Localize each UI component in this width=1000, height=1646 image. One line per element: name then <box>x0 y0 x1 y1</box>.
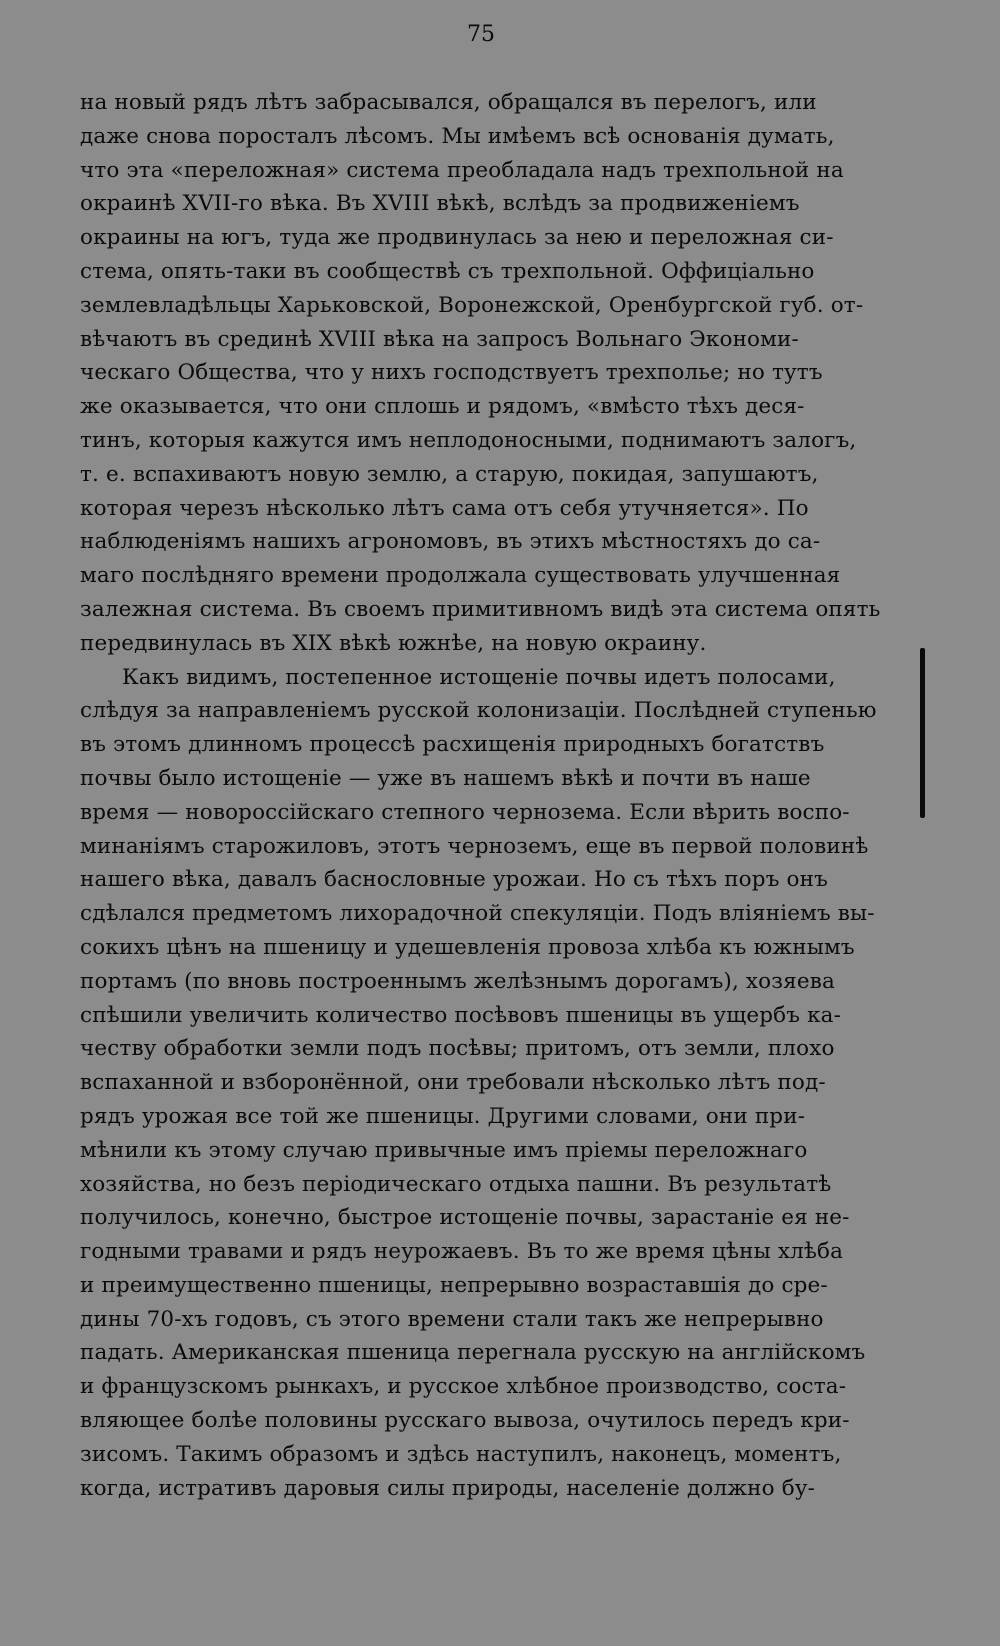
text-line: тинъ, которыя кажутся имъ неплодоносными, поднимаютъ залогъ, <box>80 427 857 453</box>
paragraph-start-line: Какъ видимъ, постепенное истощеніе почвы идетъ полосами, <box>122 664 836 690</box>
text-line: зисомъ. Такимъ образомъ и здѣсь наступилъ, наконецъ, моментъ, <box>80 1441 842 1467</box>
text-line: наблюденіямъ нашихъ агрономовъ, въ этихъ мѣстностяхъ до са- <box>80 529 821 555</box>
text-line: нашего вѣка, давалъ баснословные урожаи. Но съ тѣхъ поръ онъ <box>80 867 828 893</box>
text-line: минаніямъ старожиловъ, этотъ черноземъ, еще въ первой половинѣ <box>80 833 869 859</box>
text-line: слѣдуя за направленіемъ русской колонизаціи. Послѣдней ступенью <box>80 698 877 724</box>
text-line: даже снова поросталъ лѣсомъ. Мы имѣемъ всѣ основанія думать, <box>80 123 835 149</box>
text-line: на новый рядъ лѣтъ забрасывался, обращался въ перелогъ, или <box>80 90 817 115</box>
text-line: сокихъ цѣнъ на пшеницу и удешевленія провоза хлѣба къ южнымъ <box>80 934 855 960</box>
text-line: землевладѣльцы Харьковской, Воронежской, Оренбургской губ. от- <box>80 292 864 318</box>
text-line: портамъ (по вновь построеннымъ желѣзнымъ дорогамъ), хозяева <box>80 968 835 994</box>
text-line: которая черезъ нѣсколько лѣтъ сама отъ себя утучняется». По <box>80 495 809 521</box>
text-line: время — новороссійскаго степного чернозема. Если вѣрить воспо- <box>80 799 850 825</box>
text-line: и французскомъ рынкахъ, и русское хлѣбное производство, соста- <box>80 1374 847 1400</box>
body-text <box>80 86 885 1505</box>
text-line: дины 70-хъ годовъ, съ этого времени стали такъ же непрерывно <box>80 1306 824 1332</box>
text-line: вѣчаютъ въ срединѣ XVIII вѣка на запросъ Вольнаго Экономи- <box>80 326 799 352</box>
text-line: вляющее болѣе половины русскаго вывоза, очутилось передъ кри- <box>80 1408 850 1434</box>
text-line: вспаханной и взборонённой, они требовали нѣсколько лѣтъ под- <box>80 1070 826 1096</box>
text-line: честву обработки земли подъ посѣвы; притомъ, отъ земли, плохо <box>80 1036 835 1062</box>
text-line: окраинѣ XVII-го вѣка. Въ XVIII вѣкѣ, вслѣдъ за продвиженіемъ <box>80 191 800 217</box>
text-line: когда, истративъ даровыя силы природы, населеніе должно бу- <box>80 1475 816 1501</box>
text-line: залежная система. Въ своемъ примитивномъ видѣ эта система опять <box>80 596 881 622</box>
page-number: 75 <box>467 22 495 47</box>
text-line: и преимущественно пшеницы, непрерывно возраставшія до сре- <box>80 1272 828 1298</box>
text-line: почвы было истощеніе — уже въ нашемъ вѣкѣ и почти въ наше <box>80 765 811 791</box>
text-line: сдѣлался предметомъ лихорадочной спекуляціи. Подъ вліяніемъ вы- <box>80 901 875 927</box>
text-line: передвинулась въ XIX вѣкѣ южнѣе, на новую окраину. <box>80 630 707 656</box>
text-line: т. е. вспахиваютъ новую землю, а старую, покидая, запушаютъ, <box>80 461 819 487</box>
text-line: хозяйства, но безъ періодическаго отдыха пашни. Въ результатѣ <box>80 1171 832 1197</box>
text-line: годными травами и рядъ неурожаевъ. Въ то же время цѣны хлѣба <box>80 1239 844 1265</box>
text-line: же оказывается, что они сплошь и рядомъ, «вмѣсто тѣхъ деся- <box>80 394 805 420</box>
text-line: стема, опять-таки въ сообществѣ съ трехпольной. Оффиціально <box>80 258 815 284</box>
text-line: что эта «переложная» система преобладала надъ трехпольной на <box>80 157 844 183</box>
text-line: въ этомъ длинномъ процессѣ расхищенія природныхъ богатствъ <box>80 732 825 758</box>
text-line: падать. Американская пшеница перегнала русскую на англійскомъ <box>80 1340 866 1366</box>
margin-mark <box>920 648 925 818</box>
text-line: окраины на югъ, туда же продвинулась за нею и переложная си- <box>80 225 834 251</box>
text-line: мѣнили къ этому случаю привычные имъ пріемы переложнаго <box>80 1137 808 1163</box>
text-line: маго послѣдняго времени продолжала существовать улучшенная <box>80 563 841 589</box>
text-line: получилось, конечно, быстрое истощеніе почвы, зарастаніе ея не- <box>80 1205 850 1231</box>
text-line: рядъ урожая все той же пшеницы. Другими словами, они при- <box>80 1103 806 1129</box>
text-line: спѣшили увеличить количество посѣвовъ пшеницы въ ущербъ ка- <box>80 1002 842 1028</box>
text-line: ческаго Общества, что у нихъ господствуетъ трехполье; но тутъ <box>80 360 823 386</box>
